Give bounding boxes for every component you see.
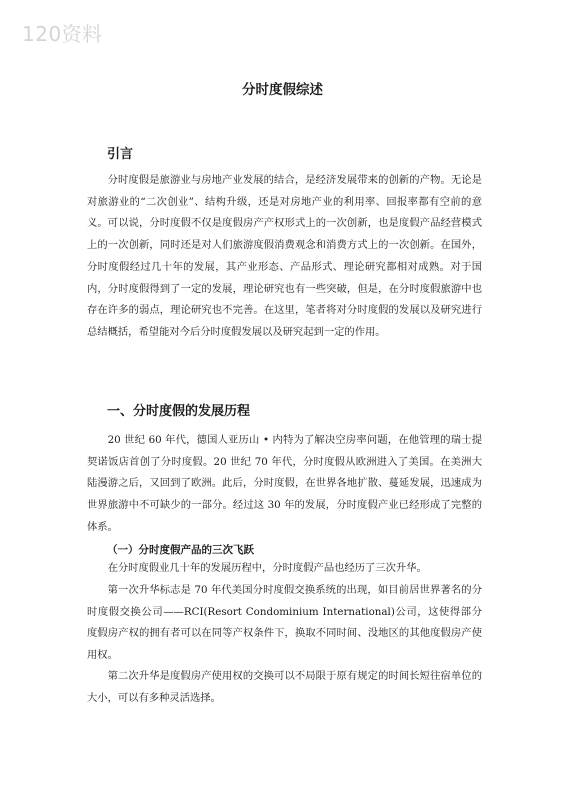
- subsection-paragraph-3: 第二次升华是度假房产使用权的交换可以不局限于原有规定的时间长短往宿单位的大小，可以有多种灵活选择。: [87, 670, 482, 704]
- subsection-paragraph-1: 在分时度假业几十年的发展历程中，分时度假产品也经历了三次升华。: [107, 562, 427, 574]
- section1-heading: 一、分时度假的发展历程: [107, 404, 251, 419]
- subsection-heading: （一）分时度假产品的三次飞跃: [107, 544, 254, 556]
- subsection-paragraph-2: 第一次升华标志是 70 年代美国分时度假交换系统的出现，如目前居世界著名的分时度假交换公司——RCI(Resort Condominium International)公司，这使得部分度假房产权的拥有者可以在同等产权条件下，换取不同时间、没地区的其他度假房产使用权。: [87, 584, 482, 662]
- watermark: 120资料: [22, 22, 103, 46]
- intro-paragraph: 分时度假是旅游业与房地产业发展的结合，是经济发展带来的创新的产物。无论是对旅游业的“二次创业”、结构升级，还是对房地产业的利用率、回报率都有空前的意义。可以说，分时度假不仅是度假房产产权形式上的一次创新，也是度假产品经营模式上的一次创新，同时还是对人们旅游度假消费观念和消费方式上的一次创新。在国外，分时度假经过几十年的发展，其产业形态、产品形式、理论研究都相对成熟。对于国内，分时度假得到了一定的发展，理论研究也有一些突破，但是，在分时度假旅游中也存在许多的弱点，理论研究也不完善。在这里，笔者将对分时度假的发展以及研究进行总结概括，希望能对今后分时度假发展以及研究起到一定的作用。: [87, 174, 482, 338]
- document-title: 分时度假综述: [242, 82, 323, 98]
- intro-heading: 引言: [107, 147, 134, 162]
- section1-paragraph: 20 世纪 60 年代，德国人亚历山 • 内特为了解决空房率问题，在他管理的瑞士提契诺饭店首创了分时度假。20 世纪 70 年代，分时度假从欧洲进入了美国。在美洲大陆漫游之后，又回到了欧洲。此后，分时度假，在世界各地扩散、蔓延发展，迅速成为世界旅游中不可缺少的一部分。经过这 30 年的发展，分时度假产业已经形成了完整的体系。: [87, 434, 482, 533]
